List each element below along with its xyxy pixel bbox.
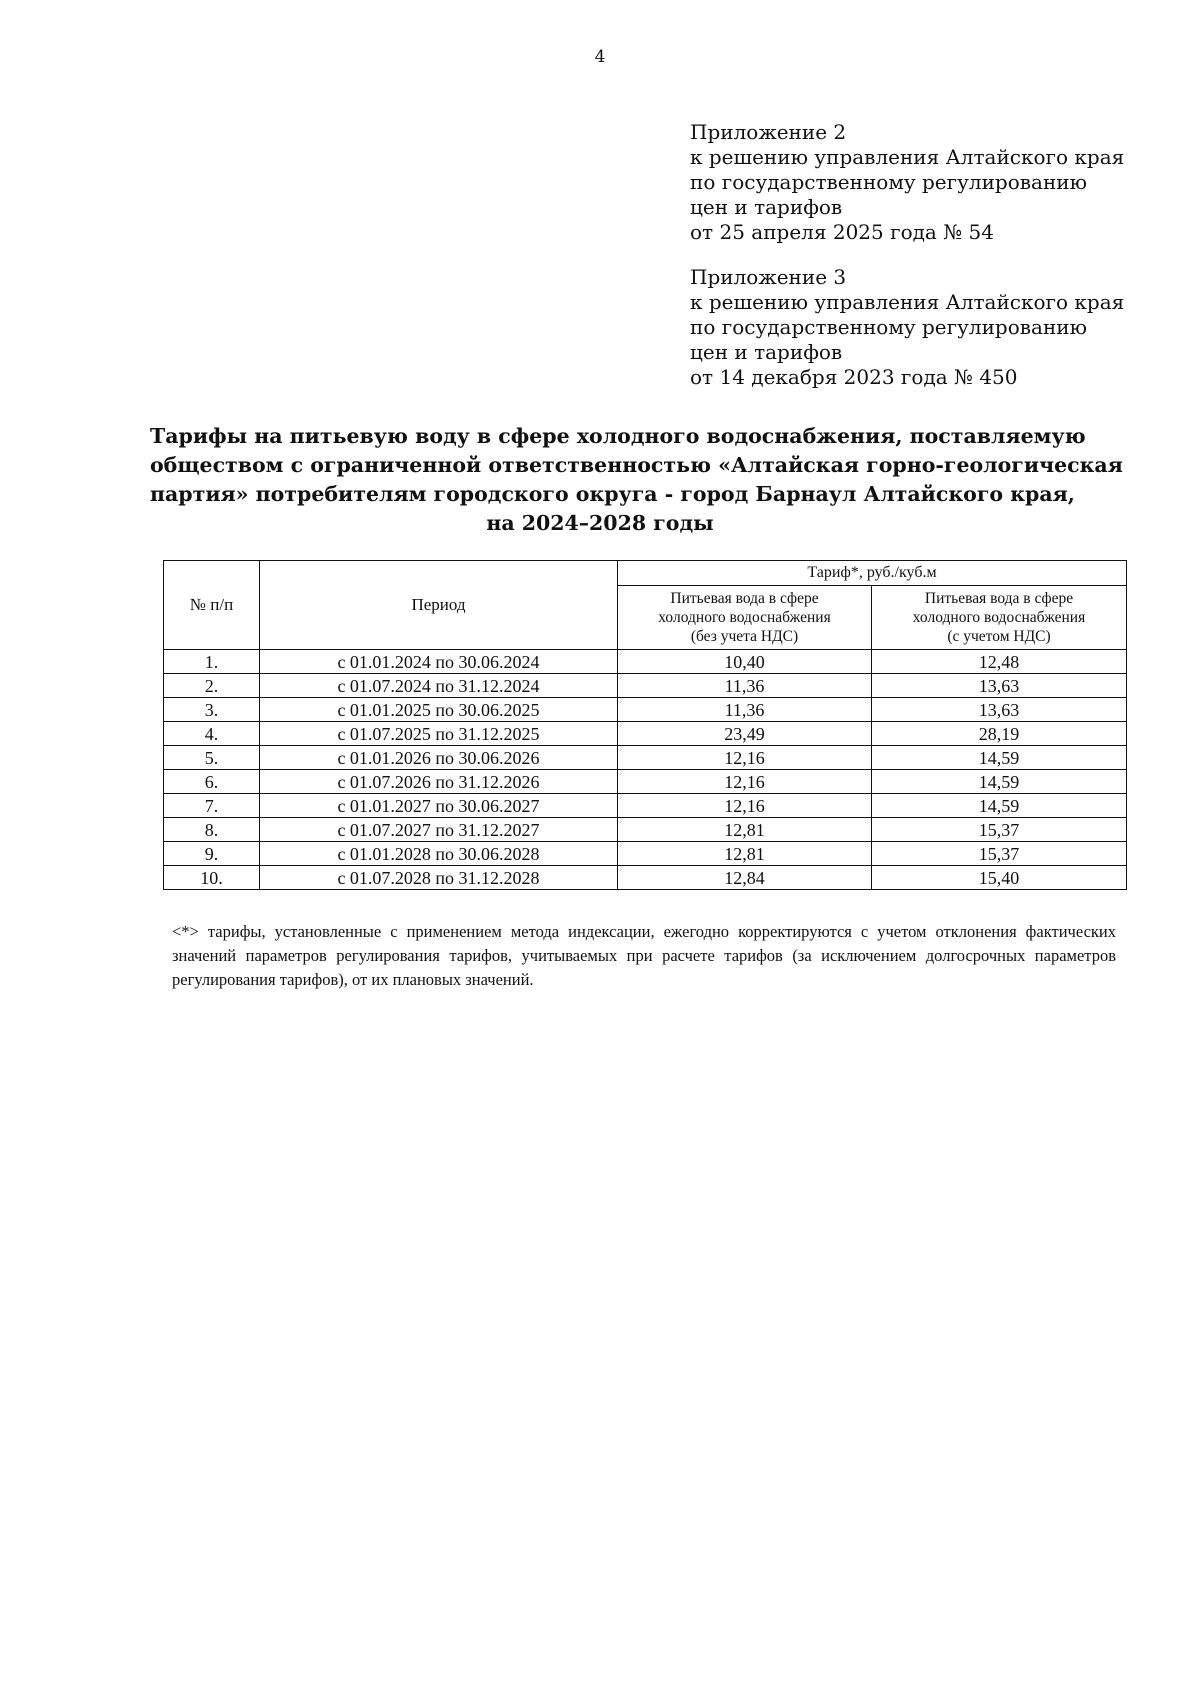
page-number: 4 [594, 47, 606, 67]
header-line: (без учета НДС) [690, 628, 799, 645]
cell-period: с 01.01.2024 по 30.06.2024 [260, 650, 618, 674]
cell-period: с 01.07.2028 по 31.12.2028 [260, 866, 618, 890]
cell-with-vat: 15,37 [872, 842, 1127, 866]
cell-period: с 01.07.2025 по 31.12.2025 [260, 722, 618, 746]
appendix-2-line: к решению управления Алтайского края [690, 145, 1125, 169]
table-row [164, 698, 1127, 722]
cell-period: с 01.01.2027 по 30.06.2027 [260, 794, 618, 818]
appendix-3-block [690, 265, 1170, 390]
table-row [164, 770, 1127, 794]
cell-with-vat: 15,37 [872, 818, 1127, 842]
cell-num: 6. [164, 770, 260, 794]
cell-num: 7. [164, 794, 260, 818]
cell-period: с 01.01.2028 по 30.06.2028 [260, 842, 618, 866]
header-line: холодного водоснабжения [912, 609, 1086, 626]
header-line: Питьевая вода в сфере [670, 590, 819, 607]
header-line: холодного водоснабжения [658, 609, 831, 626]
table-row [164, 866, 1127, 890]
cell-without-vat: 10,40 [618, 650, 872, 674]
cell-num: 2. [164, 674, 260, 698]
cell-num: 4. [164, 722, 260, 746]
tariff-table [163, 560, 1127, 890]
cell-with-vat: 15,40 [872, 866, 1127, 890]
cell-with-vat: 14,59 [872, 794, 1127, 818]
appendix-2-title: Приложение 2 [690, 120, 847, 144]
cell-num: 1. [164, 650, 260, 674]
header-line: Питьевая вода в сфере [924, 590, 1074, 607]
cell-num: 10. [164, 866, 260, 890]
cell-without-vat: 12,81 [618, 842, 872, 866]
appendix-3-title: Приложение 3 [690, 265, 847, 289]
header-line: (с учетом НДС) [947, 628, 1051, 645]
cell-with-vat: 28,19 [872, 722, 1127, 746]
document-title-line: обществом с ограниченной ответственностью «Алтайская горно-геологическая [150, 453, 1123, 477]
cell-without-vat: 11,36 [618, 674, 872, 698]
cell-num: 5. [164, 746, 260, 770]
cell-without-vat: 23,49 [618, 722, 872, 746]
table-row [164, 794, 1127, 818]
cell-with-vat: 14,59 [872, 746, 1127, 770]
appendix-3-line: от 14 декабря 2023 года № 450 [690, 365, 1018, 389]
header-num: № п/п [164, 561, 260, 650]
document-title [150, 422, 1123, 538]
footnote: <*> тарифы, установленные с применением метода индексации, ежегодно корректируются с учетом отклонения фактических значений параметров регулирования тарифов, учитываемых при расчете тарифов (за исключением долгосрочных параметров регулирования тарифов), от их плановых значений. [172, 922, 1116, 989]
table-row [164, 650, 1127, 674]
document-title-line: на 2024–2028 годы [486, 511, 714, 535]
header-without-vat [618, 586, 872, 650]
cell-without-vat: 12,84 [618, 866, 872, 890]
header-with-vat [872, 586, 1127, 650]
cell-period: с 01.01.2026 по 30.06.2026 [260, 746, 618, 770]
cell-without-vat: 12,16 [618, 770, 872, 794]
cell-without-vat: 12,16 [618, 746, 872, 770]
cell-period: с 01.01.2025 по 30.06.2025 [260, 698, 618, 722]
cell-period: с 01.07.2024 по 31.12.2024 [260, 674, 618, 698]
cell-with-vat: 12,48 [872, 650, 1127, 674]
appendix-2-line: цен и тарифов [690, 195, 843, 219]
appendix-3-line: по государственному регулированию [690, 315, 1088, 339]
appendix-3-line: цен и тарифов [690, 340, 843, 364]
document-title-line: партия» потребителям городского округа - город Барнаул Алтайского края, [150, 482, 1075, 506]
cell-with-vat: 13,63 [872, 674, 1127, 698]
table-row [164, 842, 1127, 866]
document-title-line: Тарифы на питьевую воду в сфере холодного водоснабжения, поставляемую [150, 424, 1086, 448]
cell-num: 9. [164, 842, 260, 866]
table-row [164, 818, 1127, 842]
cell-without-vat: 12,16 [618, 794, 872, 818]
table-row [164, 674, 1127, 698]
cell-num: 3. [164, 698, 260, 722]
cell-without-vat: 11,36 [618, 698, 872, 722]
cell-period: с 01.07.2026 по 31.12.2026 [260, 770, 618, 794]
header-tariff: Тариф*, руб./куб.м [618, 561, 1127, 586]
header-period: Период [260, 561, 618, 650]
cell-with-vat: 13,63 [872, 698, 1127, 722]
cell-with-vat: 14,59 [872, 770, 1127, 794]
appendix-2-block [690, 120, 1170, 245]
appendix-3-line: к решению управления Алтайского края [690, 290, 1125, 314]
table-row [164, 722, 1127, 746]
appendix-2-line: по государственному регулированию [690, 170, 1088, 194]
cell-num: 8. [164, 818, 260, 842]
appendix-2-line: от 25 апреля 2025 года № 54 [690, 220, 994, 244]
cell-period: с 01.07.2027 по 31.12.2027 [260, 818, 618, 842]
cell-without-vat: 12,81 [618, 818, 872, 842]
table-row [164, 746, 1127, 770]
